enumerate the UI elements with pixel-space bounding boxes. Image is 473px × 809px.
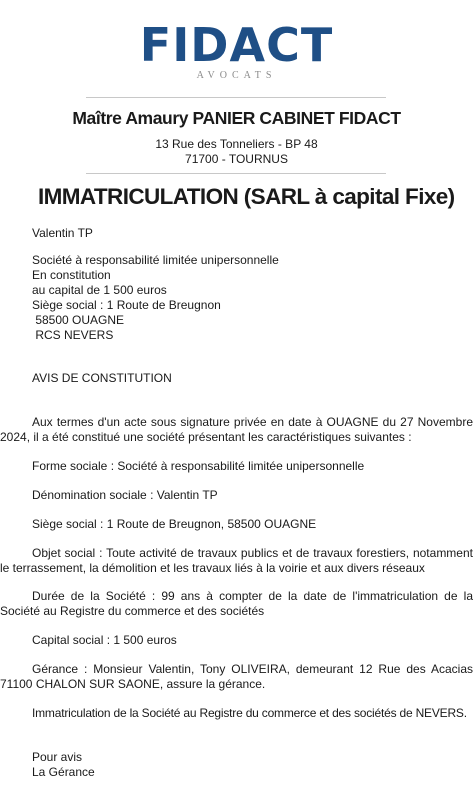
paragraph-intro: Aux termes d'un acte sous signature privée en date à OUAGNE du 27 Novembre 2024, il a été constitué une société présentant les caractéristiques suivantes : [0, 415, 473, 444]
closing-line-2: La Gérance [32, 765, 95, 779]
paragraph-capital: Capital social : 1 500 euros [32, 633, 177, 647]
fidact-logo [0, 18, 473, 81]
company-postcode: 58500 OUAGNE [32, 313, 125, 327]
paragraph-objet: Objet social : Toute activité de travaux publics et de travaux forestiers, notamment le terrassement, la démolition et les travaux liés à la voirie et aux divers réseaux [0, 546, 473, 575]
paragraph-duree: Durée de la Société : 99 ans à compter de la date de l'immatriculation de la Société au Registre du commerce et des sociétés [0, 589, 473, 618]
company-form: Société à responsabilité limitée unipersonnelle [32, 253, 279, 267]
paragraph-forme: Forme sociale : Société à responsabilité limitée unipersonnelle [32, 459, 365, 473]
company-rcs: RCS NEVERS [32, 328, 114, 342]
divider-bottom [86, 173, 386, 174]
paragraph-denomination: Dénomination sociale : Valentin TP [32, 488, 218, 502]
logo-wordmark: FIDACT [139, 18, 334, 72]
divider-top [86, 97, 386, 98]
closing-line-1: Pour avis [32, 750, 83, 764]
company-status: En constitution [32, 268, 111, 282]
address-line-2: 71700 - TOURNUS [185, 152, 288, 166]
company-seat: Siège social : 1 Route de Breugnon [32, 298, 221, 312]
company-name: Valentin TP [32, 226, 93, 240]
paragraph-immatriculation: Immatriculation de la Société au Registre du commerce et des sociétés de NEVERS. [32, 706, 467, 720]
firm-name: Maître Amaury PANIER CABINET FIDACT [72, 108, 401, 128]
paragraph-gerance: Gérance : Monsieur Valentin, Tony OLIVEIRA, demeurant 12 Rue des Acacias 71100 CHALON SUR SAONE, assure la gérance. [0, 662, 473, 691]
notice-title: AVIS DE CONSTITUTION [32, 371, 172, 385]
notice-heading: IMMATRICULATION (SARL à capital Fixe) [38, 184, 455, 209]
logo-subtitle: AVOCATS [196, 70, 277, 81]
paragraph-siege: Siège social : 1 Route de Breugnon, 58500 OUAGNE [32, 517, 317, 531]
address-line-1: 13 Rue des Tonneliers - BP 48 [155, 137, 318, 151]
company-capital: au capital de 1 500 euros [32, 283, 167, 297]
